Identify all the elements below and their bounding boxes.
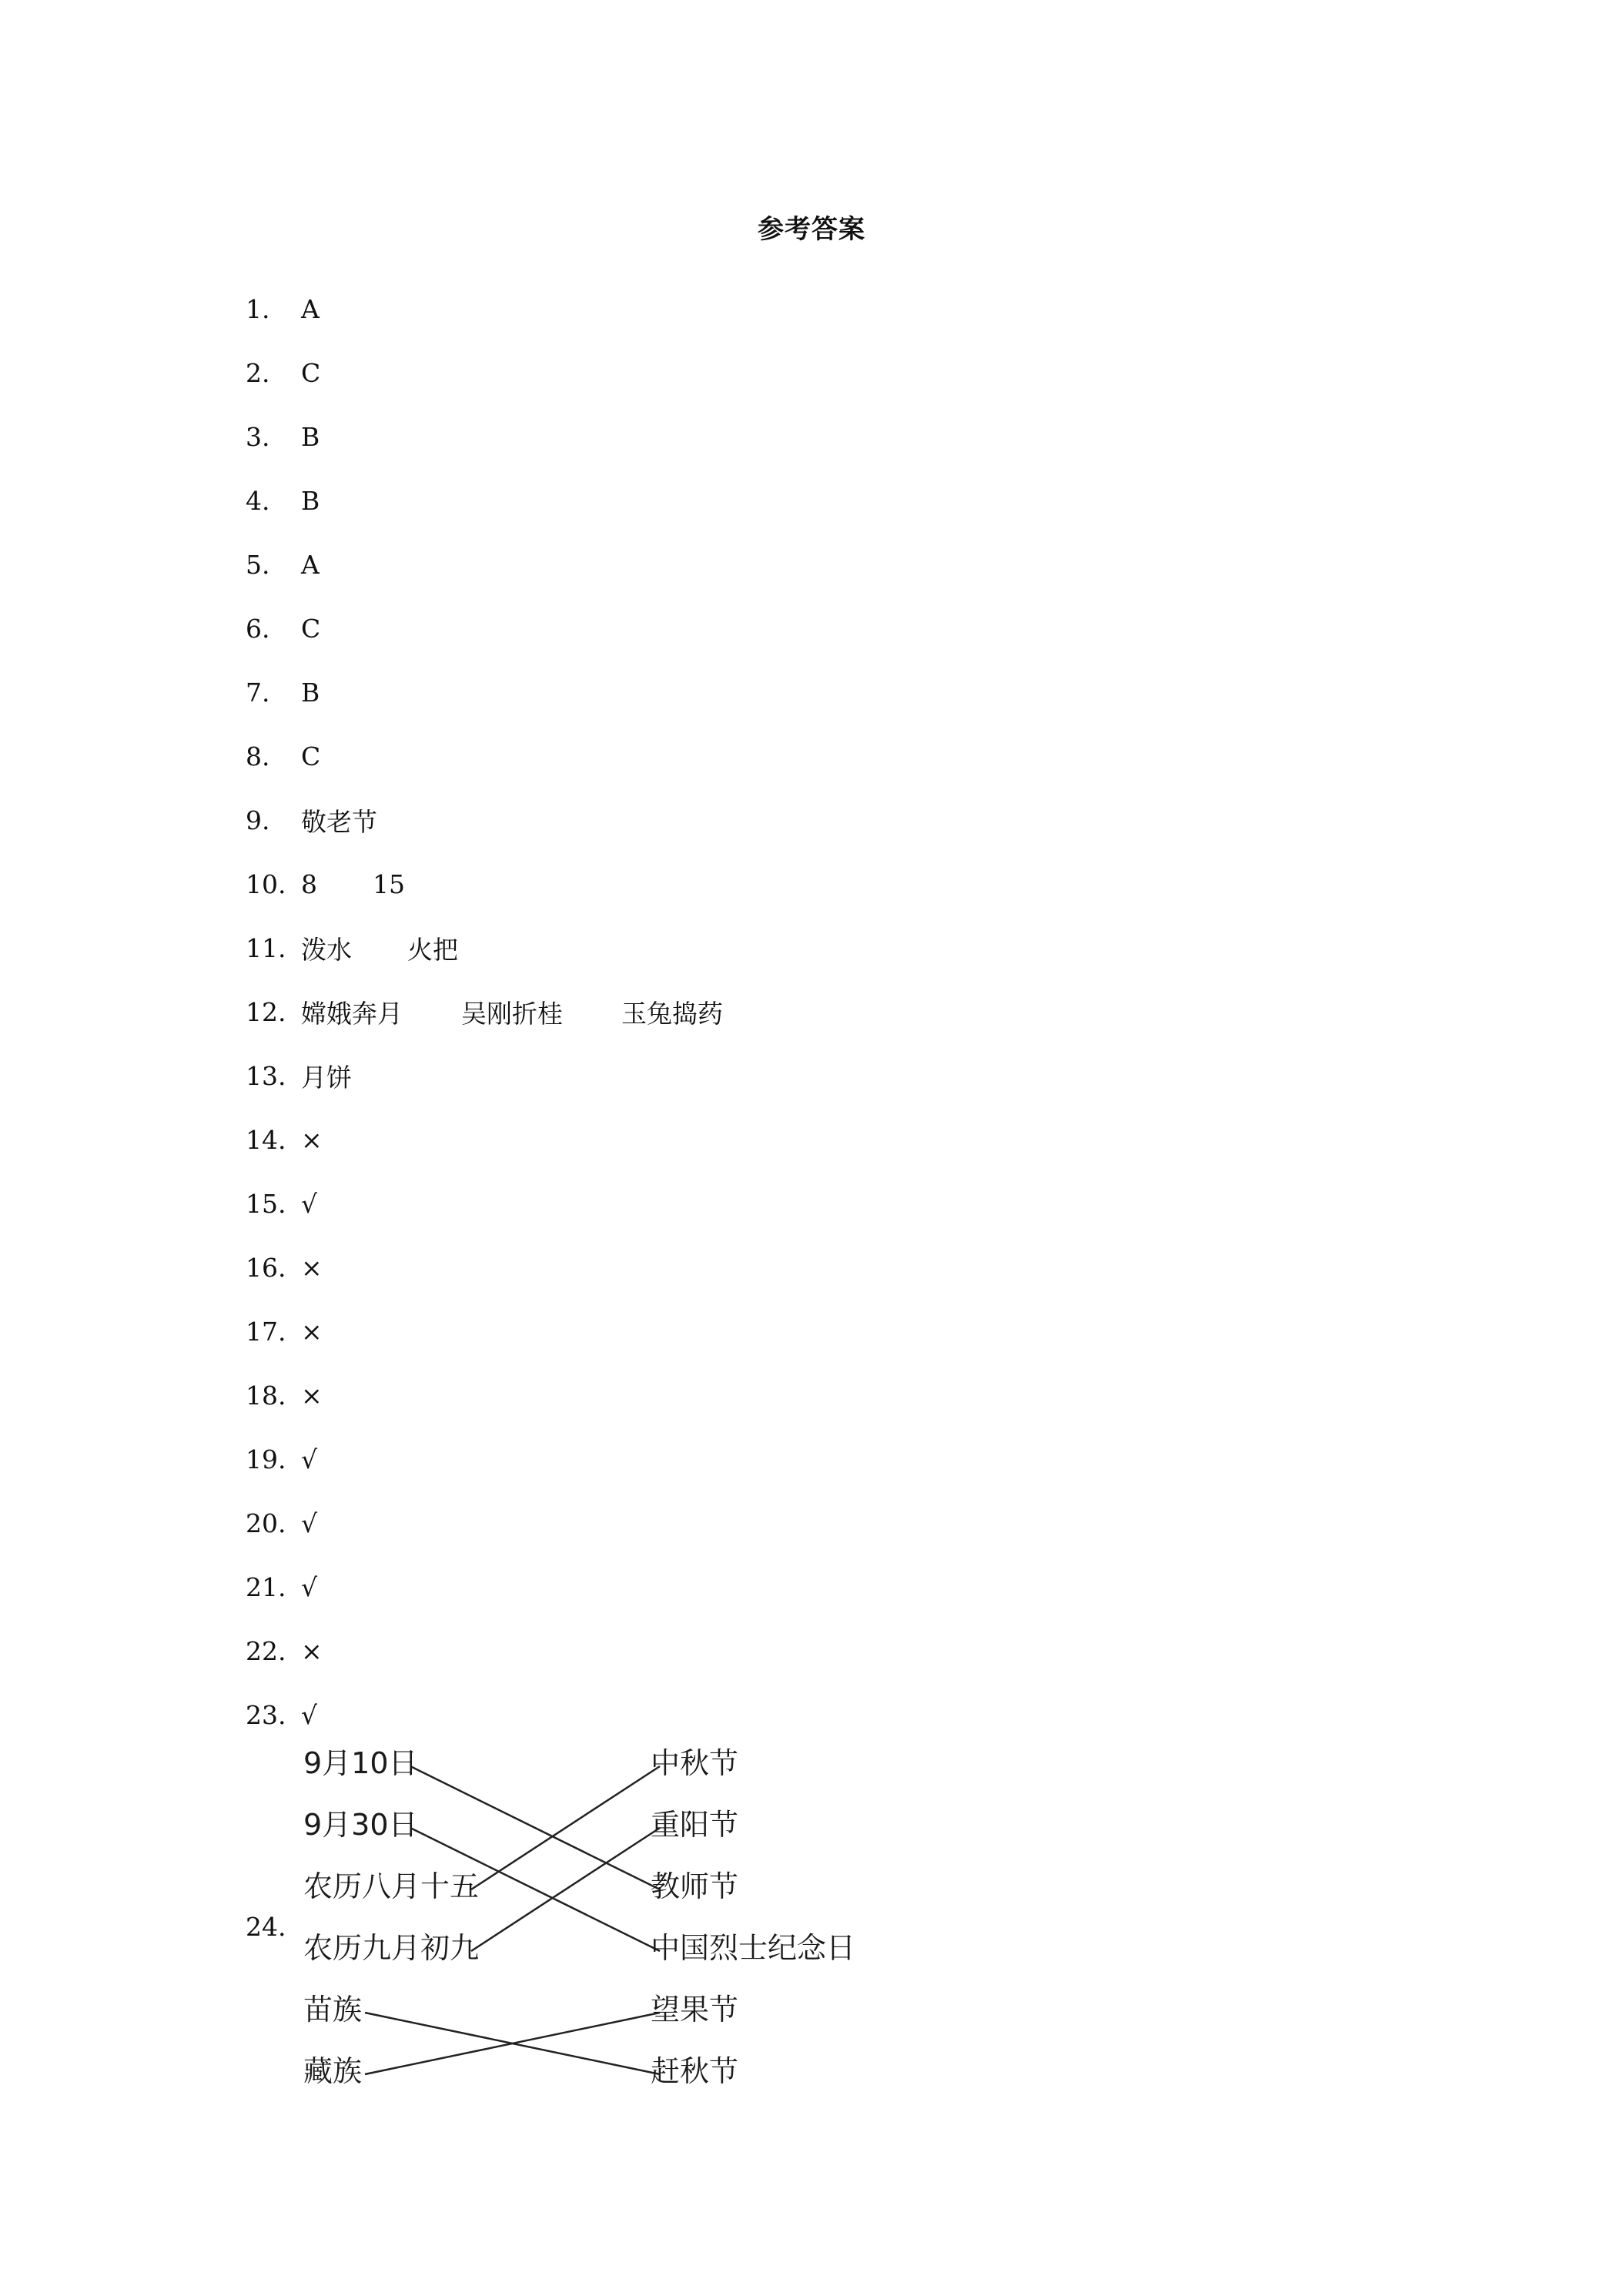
matching-diagram xyxy=(300,1746,885,2108)
answer-number: 9. xyxy=(246,805,270,835)
answer-number: 21. xyxy=(246,1572,286,1602)
answer-text: √ xyxy=(301,1444,318,1474)
answer-number: 22. xyxy=(246,1636,286,1666)
answer-text: A xyxy=(301,294,320,324)
answer-row xyxy=(246,788,1400,852)
answer-number: 14. xyxy=(246,1125,286,1155)
answer-text: 吴刚折桂 xyxy=(461,999,563,1029)
answer-text: √ xyxy=(301,1700,318,1730)
answer-text: × xyxy=(301,1253,323,1283)
answer-text: 嫦娥奔月 xyxy=(301,999,403,1029)
answer-row xyxy=(246,1491,1400,1555)
answer-text: 月饼 xyxy=(301,1063,352,1093)
answer-number: 20. xyxy=(246,1508,286,1538)
answer-text: C xyxy=(301,358,321,388)
answer-number: 17. xyxy=(246,1317,286,1347)
answer-row xyxy=(246,1427,1400,1491)
answer-row xyxy=(246,1108,1400,1172)
answer-text: 敬老节 xyxy=(301,807,377,837)
answer-list xyxy=(246,277,1400,1747)
answer-row xyxy=(246,469,1400,533)
answer-number: 15. xyxy=(246,1189,286,1219)
answer-text: 玉兔捣药 xyxy=(621,999,723,1029)
match-right-item: 教师节 xyxy=(651,1869,739,1903)
answer-number: 16. xyxy=(246,1253,286,1283)
answer-row xyxy=(246,1619,1400,1683)
match-left-item: 9月10日 xyxy=(303,1746,418,1780)
answer-row xyxy=(246,533,1400,597)
match-left-item: 农历八月十五 xyxy=(303,1869,480,1903)
match-left-item: 9月30日 xyxy=(303,1808,418,1842)
match-line xyxy=(471,1766,660,1889)
answer-number: 12. xyxy=(246,997,286,1027)
answer-text: B xyxy=(301,678,320,708)
answer-number: 8. xyxy=(246,741,270,771)
answer-number: 2. xyxy=(246,358,270,388)
answer-row xyxy=(246,1683,1400,1747)
answer-text: 泼水 xyxy=(301,935,352,965)
match-right-item: 中国烈士纪念日 xyxy=(651,1931,856,1965)
answer-number: 19. xyxy=(246,1444,286,1474)
answer-number: 3. xyxy=(246,422,270,452)
answer-row xyxy=(246,916,1400,980)
answer-row xyxy=(246,277,1400,341)
answer-row xyxy=(246,597,1400,661)
page-title: 参考答案 xyxy=(758,214,865,245)
answer-row xyxy=(246,1236,1400,1300)
answer-number: 1. xyxy=(246,294,270,324)
answer-text: 火把 xyxy=(407,935,458,965)
match-right-item: 望果节 xyxy=(651,1993,739,2027)
match-line xyxy=(471,1828,660,1951)
answer-number: 13. xyxy=(246,1061,286,1091)
answer-text: × xyxy=(301,1636,323,1666)
answer-number: 18. xyxy=(246,1381,286,1411)
match-right-item: 中秋节 xyxy=(651,1746,739,1780)
answer-row xyxy=(246,980,1400,1044)
answer-row xyxy=(246,1172,1400,1236)
match-left-item: 农历九月初九 xyxy=(303,1931,480,1965)
answer-text: √ xyxy=(301,1189,318,1219)
answer-number: 6. xyxy=(246,614,270,644)
match-left-item: 藏族 xyxy=(303,2054,363,2088)
answer-number: 10. xyxy=(246,869,286,899)
answer-text: C xyxy=(301,741,321,771)
answer-row xyxy=(246,725,1400,788)
answer-row xyxy=(246,1555,1400,1619)
answer-text: A xyxy=(301,550,320,580)
answer-text: C xyxy=(301,614,321,644)
answer-row xyxy=(246,1300,1400,1364)
answer-number: 23. xyxy=(246,1700,286,1730)
answer-number: 5. xyxy=(246,550,270,580)
answer-number: 11. xyxy=(246,933,286,963)
answer-row xyxy=(246,661,1400,725)
match-right-item: 重阳节 xyxy=(651,1808,739,1842)
question-24-number: 24. xyxy=(246,1912,286,1942)
answer-row xyxy=(246,1364,1400,1427)
answer-row xyxy=(246,852,1400,916)
answer-row xyxy=(246,1044,1400,1108)
answer-text: √ xyxy=(301,1572,318,1602)
answer-number: 7. xyxy=(246,678,270,708)
answer-row xyxy=(246,341,1400,405)
match-left-item: 苗族 xyxy=(303,1993,363,2027)
answer-row xyxy=(246,405,1400,469)
answer-number: 4. xyxy=(246,486,270,516)
matching-lines xyxy=(300,1746,885,2108)
answer-text: × xyxy=(301,1125,323,1155)
match-right-item: 赶秋节 xyxy=(651,2054,739,2088)
answer-text: B xyxy=(301,422,320,452)
answer-text: √ xyxy=(301,1508,318,1538)
answer-text: 15 xyxy=(373,869,405,899)
answer-text: B xyxy=(301,486,320,516)
answer-text: × xyxy=(301,1381,323,1411)
answer-text: × xyxy=(301,1317,323,1347)
answer-text: 8 xyxy=(301,869,317,899)
